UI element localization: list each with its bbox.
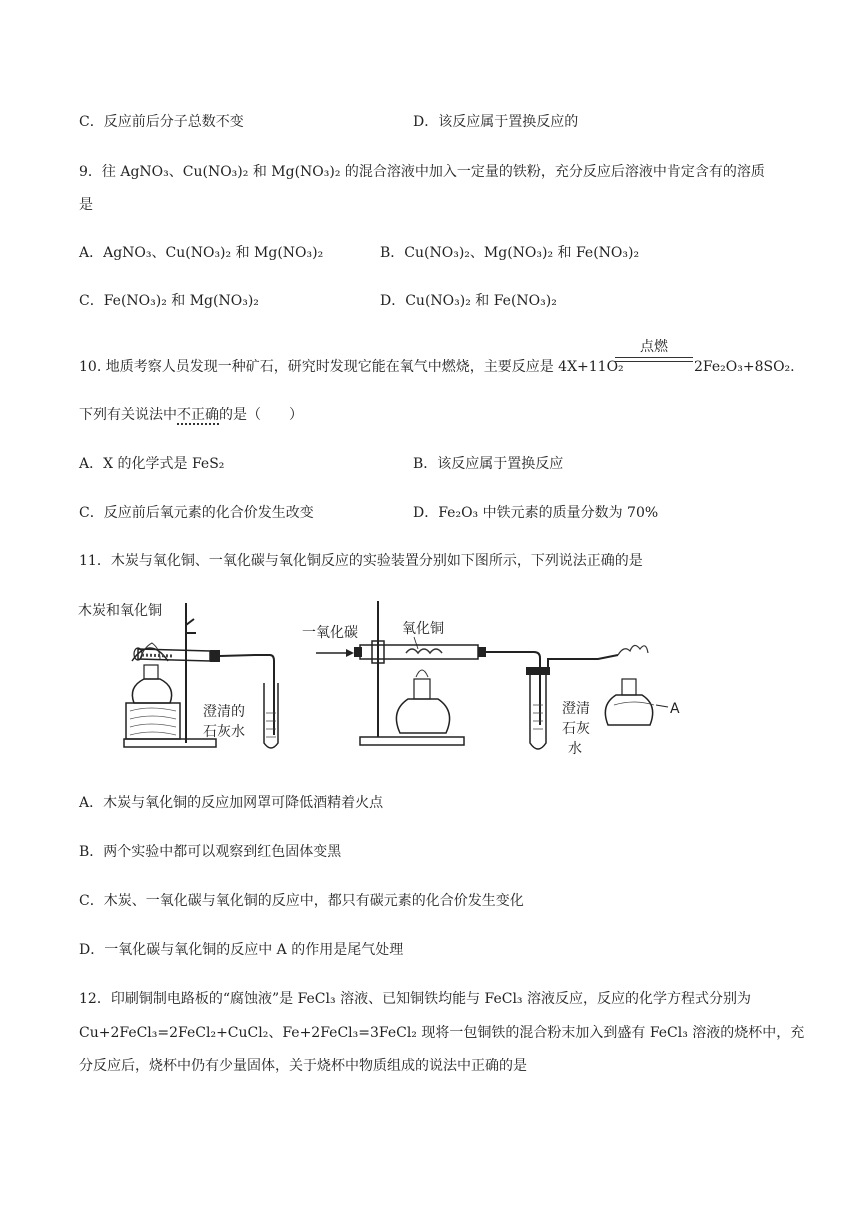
apparatus-figure: [78, 595, 698, 765]
q10-stem-emphasis: 不正确: [177, 407, 219, 423]
q10-option-d: D．Fe₂O₃ 中铁元素的质量分数为 70%: [413, 505, 659, 521]
q11-option-a: A．木炭与氧化铜的反应加网罩可降低酒精着火点: [79, 795, 384, 811]
reaction-condition-text: 点燃: [640, 339, 668, 355]
q8-option-d: D．该反应属于置换反应的: [413, 114, 579, 130]
q10-products: 2Fe₂O₃+8SO₂.: [694, 359, 795, 375]
q9-stem-line1: 9．往 AgNO₃、Cu(NO₃)₂ 和 Mg(NO₃)₂ 的混合溶液中加入一定量的铁粉，充分反应后溶液中肯定含有的溶质: [79, 164, 765, 180]
fig-label-a: A: [670, 701, 680, 717]
q12-line3: 分反应后，烧杯中仍有少量固体，关于烧杯中物质组成的说法中正确的是: [79, 1058, 527, 1074]
q9-option-b: B．Cu(NO₃)₂、Mg(NO₃)₂ 和 Fe(NO₃)₂: [380, 245, 640, 261]
q10-stem-line2: [79, 405, 303, 425]
q8-option-c: C．反应前后分子总数不变: [79, 114, 244, 130]
fig-label-right-limewater-3: 水: [568, 741, 582, 757]
fig-label-cuo: 氧化铜: [402, 621, 444, 637]
fig-label-left-limewater-1: 澄清的: [203, 704, 245, 720]
q10-stem-prefix: 下列有关说法中: [79, 407, 177, 423]
q11-option-d: D．一氧化碳与氧化铜的反应中 A 的作用是尾气处理: [79, 942, 404, 958]
q10-option-a: A．X 的化学式是 FeS₂: [79, 456, 225, 472]
q9-option-d: D．Cu(NO₃)₂ 和 Fe(NO₃)₂: [380, 293, 557, 309]
q10-option-c: C．反应前后氧元素的化合价发生改变: [79, 505, 314, 521]
q10-stem-suffix: 的是（ ）: [219, 407, 303, 423]
q11-stem: 11．木炭与氧化铜、一氧化碳与氧化铜反应的实验装置分别如下图所示，下列说法正确的是: [79, 553, 643, 569]
fig-label-right-limewater-1: 澄清: [562, 701, 590, 717]
fig-label-right-limewater-2: 石灰: [562, 721, 590, 737]
q9-option-a: A．AgNO₃、Cu(NO₃)₂ 和 Mg(NO₃)₂: [79, 245, 324, 261]
q12-line2: Cu+2FeCl₃=2FeCl₂+CuCl₂、Fe+2FeCl₃=3FeCl₂ 现将一包铜铁的混合粉末加入到盛有 FeCl₃ 溶液的烧杯中，充: [79, 1025, 805, 1041]
q12-line1: 12．印刷铜制电路板的“腐蚀液”是 FeCl₃ 溶液、已知铜铁均能与 FeCl₃ 溶液反应，反应的化学方程式分别为: [79, 991, 751, 1007]
fig-label-left-limewater-2: 石灰水: [203, 724, 245, 740]
q11-option-b: B．两个实验中都可以观察到红色固体变黑: [79, 844, 342, 860]
q9-stem-line2: 是: [79, 197, 93, 213]
q10-option-b: B．该反应属于置换反应: [413, 456, 564, 472]
reaction-equals-bar: [615, 357, 693, 362]
fig-label-left-title: 木炭和氧化铜: [78, 603, 162, 619]
q11-option-c: C．木炭、一氧化碳与氧化铜的反应中，都只有碳元素的化合价发生变化: [79, 893, 524, 909]
reaction-condition: [615, 336, 693, 362]
q10-stem-line1: 10. 地质考察人员发现一种矿石，研究时发现它能在氧气中燃烧，主要反应是 4X+11O₂: [79, 359, 624, 375]
fig-label-co: 一氧化碳: [302, 625, 358, 641]
q9-option-c: C．Fe(NO₃)₂ 和 Mg(NO₃)₂: [79, 293, 259, 309]
